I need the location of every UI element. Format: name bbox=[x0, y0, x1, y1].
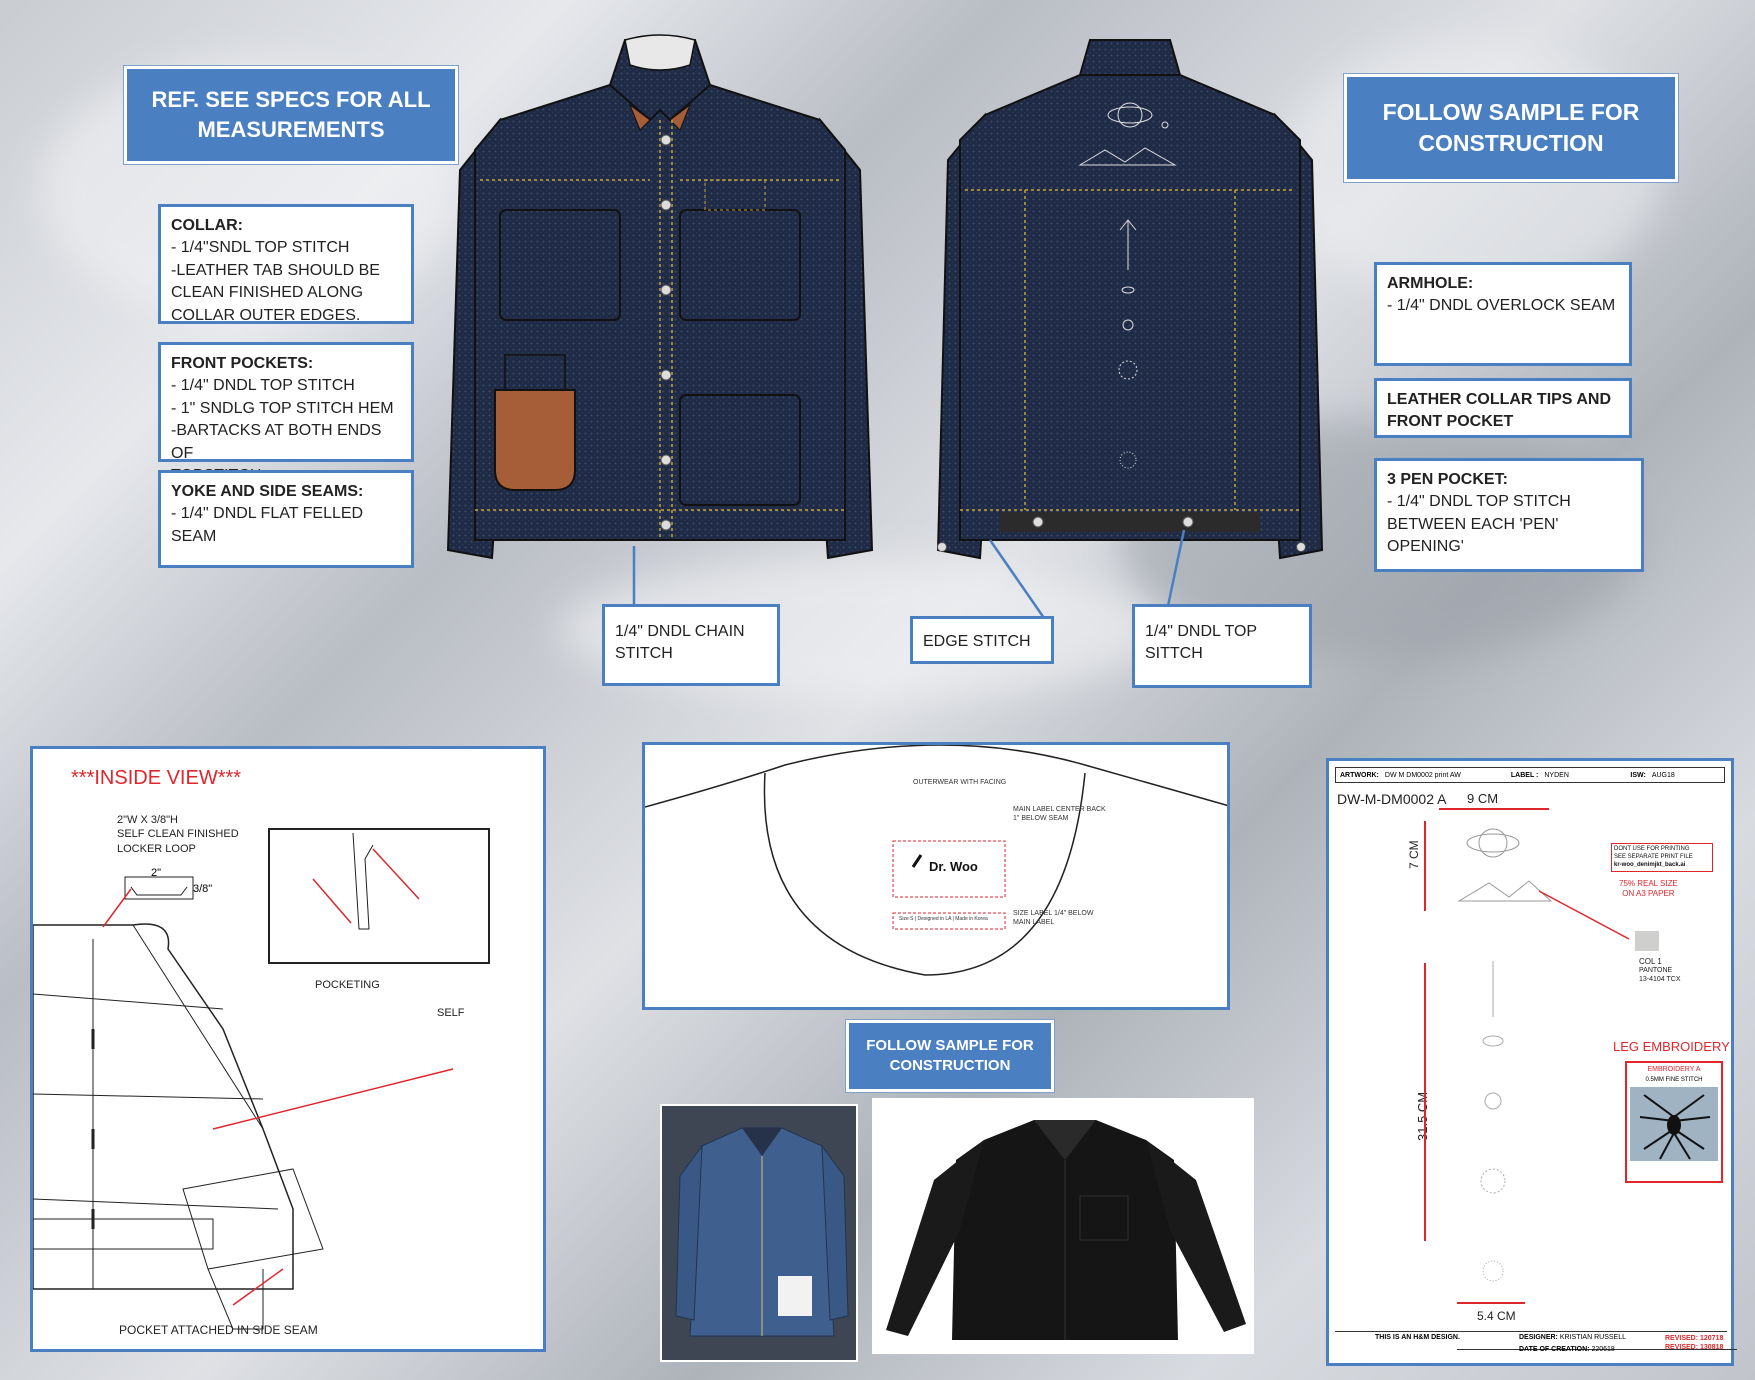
dim-height-1: 7 CM bbox=[1407, 840, 1421, 869]
sample-photo-denim bbox=[660, 1104, 858, 1362]
denim-jacket-photo-drawing bbox=[662, 1106, 860, 1364]
print-warning-line: DONT USE FOR PRINTING bbox=[1614, 846, 1690, 852]
isw-value: AUG18 bbox=[1651, 771, 1675, 779]
size-label-note-line: SIZE LABEL 1/4" BELOW bbox=[1013, 910, 1094, 917]
scale-note-line: 75% REAL SIZE bbox=[1619, 879, 1678, 888]
armhole-note-title: ARMHOLE: bbox=[1387, 275, 1474, 292]
follow-sample-callout-mid bbox=[846, 1020, 1054, 1092]
print-warning bbox=[1611, 843, 1713, 872]
main-label-note bbox=[1013, 805, 1106, 823]
artwork-value: DW M DM0002 print AW bbox=[1384, 771, 1461, 779]
collar-note-title: COLLAR: bbox=[171, 217, 243, 234]
artwork-code: DW-M-DM0002 A bbox=[1337, 791, 1447, 807]
revised-block bbox=[1665, 1334, 1723, 1352]
front-pockets-note-line: - 1" SNDLG TOP STITCH HEM bbox=[171, 399, 394, 417]
armhole-note-line: - 1/4" DNDL OVERLOCK SEAM bbox=[1387, 297, 1616, 315]
front-pockets-note-line: - 1/4" DNDL TOP STITCH bbox=[171, 377, 355, 395]
self-label: SELF bbox=[437, 1007, 465, 1019]
collar-note-line: CLEAN FINISHED ALONG bbox=[171, 284, 364, 302]
print-warning-line: SEE SEPARATE PRINT FILE bbox=[1614, 853, 1693, 860]
follow-sample-text-top: FOLLOW SAMPLE FOR CONSTRUCTION bbox=[1382, 98, 1640, 156]
loop-height-label: 3/8" bbox=[193, 883, 213, 895]
inside-view-drawing bbox=[33, 749, 546, 1352]
spec-footer bbox=[1335, 1331, 1727, 1361]
top-sittch-line: 1/4" DNDL TOP bbox=[1145, 623, 1258, 640]
embroidery-swatch-title: EMBROIDERY A bbox=[1647, 1066, 1701, 1073]
collar-note-line: -LEATHER TAB SHOULD BE bbox=[171, 261, 380, 279]
ref-specs-text: REF. SEE SPECS FOR ALL MEASUREMENTS bbox=[151, 87, 431, 142]
leg-embroidery-title: LEG EMBROIDERY bbox=[1613, 1039, 1730, 1054]
dim-bottom: 5.4 CM bbox=[1477, 1309, 1516, 1323]
artwork-spec-sheet bbox=[1326, 758, 1734, 1366]
chain-stitch-line: STITCH bbox=[615, 645, 673, 663]
print-warning-line: kr-woo_denimjkt_back.ai bbox=[1614, 861, 1686, 868]
locker-loop-line: SELF CLEAN FINISHED bbox=[117, 828, 239, 841]
main-label-note-line: 1" BELOW SEAM bbox=[1013, 815, 1069, 823]
size-label-text: Size S | Designed in LA | Made in Korea bbox=[899, 916, 988, 922]
scale-note-line: ON A3 PAPER bbox=[1622, 889, 1675, 899]
main-label-note-line: MAIN LABEL CENTER BACK bbox=[1013, 806, 1106, 813]
dim-height-2: 31.5 CM bbox=[1415, 1091, 1430, 1141]
yoke-note-title: YOKE AND SIDE SEAMS: bbox=[171, 483, 364, 500]
designer-value: KRISTIAN RUSSELL bbox=[1559, 1334, 1626, 1341]
yoke-note-line: - 1/4" DNDL FLAT FELLED SEAM bbox=[171, 505, 364, 545]
label-value: NYDEN bbox=[1544, 771, 1569, 779]
inside-view-panel bbox=[30, 746, 546, 1352]
colour-spec-line: PANTONE bbox=[1639, 967, 1673, 974]
spider-icon bbox=[1630, 1087, 1718, 1161]
date-value: 220618 bbox=[1591, 1346, 1615, 1353]
sample-photo-black bbox=[872, 1098, 1254, 1354]
brand-label: Dr. Woo bbox=[929, 859, 978, 874]
pen-pocket-note-line: OPENING' bbox=[1387, 538, 1464, 556]
facing-label: OUTERWEAR WITH FACING bbox=[913, 779, 1007, 786]
follow-sample-text-mid: FOLLOW SAMPLE FOR CONSTRUCTION bbox=[866, 1036, 1034, 1074]
inside-view-title: ***INSIDE VIEW*** bbox=[71, 767, 242, 789]
designer-key: DESIGNER: bbox=[1519, 1334, 1558, 1341]
pocket-side-label: POCKET ATTACHED IN SIDE SEAM bbox=[119, 1323, 318, 1337]
pen-pocket-note-line: - 1/4" DNDL TOP STITCH bbox=[1387, 493, 1571, 511]
size-label-note-line: MAIN LABEL bbox=[1013, 919, 1055, 927]
collar-note-line: - 1/4"SNDL TOP STITCH bbox=[171, 239, 350, 257]
locker-loop-line: LOCKER LOOP bbox=[117, 842, 196, 855]
front-pockets-note-line: -BARTACKS AT BOTH ENDS OF bbox=[171, 422, 382, 462]
label-placement-panel bbox=[642, 742, 1230, 1010]
chain-stitch-line: 1/4" DNDL CHAIN bbox=[615, 623, 745, 640]
pen-pocket-note-line: BETWEEN EACH 'PEN' bbox=[1387, 515, 1559, 533]
front-pockets-note-title: FRONT POCKETS: bbox=[171, 355, 314, 372]
footer-title: THIS IS AN H&M DESIGN. bbox=[1375, 1334, 1460, 1341]
revised-line: REVISED: 130818 bbox=[1665, 1344, 1724, 1352]
embroidery-swatch bbox=[1625, 1061, 1723, 1183]
loop-width-label: 2" bbox=[151, 867, 162, 879]
colour-spec-line: 13-4104 TCX bbox=[1639, 975, 1681, 983]
size-label-note bbox=[1013, 909, 1093, 927]
date-key: DATE OF CREATION: bbox=[1519, 1346, 1590, 1353]
leather-note-title: LEATHER COLLAR TIPS AND FRONT POCKET bbox=[1387, 391, 1611, 431]
pocketing-label: POCKETING bbox=[315, 979, 380, 991]
scale-note bbox=[1619, 879, 1678, 900]
edge-stitch-line: EDGE STITCH bbox=[923, 633, 1031, 650]
artwork-key: ARTWORK: bbox=[1340, 771, 1379, 779]
dim-width: 9 CM bbox=[1467, 791, 1499, 806]
isw-key: ISW: bbox=[1630, 771, 1646, 779]
colour-spec bbox=[1639, 957, 1681, 985]
top-sittch-line: SITTCH bbox=[1145, 645, 1203, 663]
black-jacket-photo-drawing bbox=[874, 1100, 1256, 1356]
revised-line: REVISED: 120718 bbox=[1665, 1335, 1724, 1342]
designer-row bbox=[1519, 1334, 1626, 1341]
colour-spec-line: COL 1 bbox=[1639, 957, 1662, 966]
pen-pocket-note-title: 3 PEN POCKET: bbox=[1387, 471, 1508, 488]
date-row bbox=[1519, 1346, 1615, 1353]
collar-note-line: COLLAR OUTER EDGES. bbox=[171, 306, 361, 324]
locker-loop-line: 2"W X 3/8"H bbox=[117, 814, 178, 826]
label-key: LABEL : bbox=[1510, 771, 1539, 779]
embroidery-swatch-sub: 0.5MM FINE STITCH bbox=[1645, 1077, 1703, 1083]
